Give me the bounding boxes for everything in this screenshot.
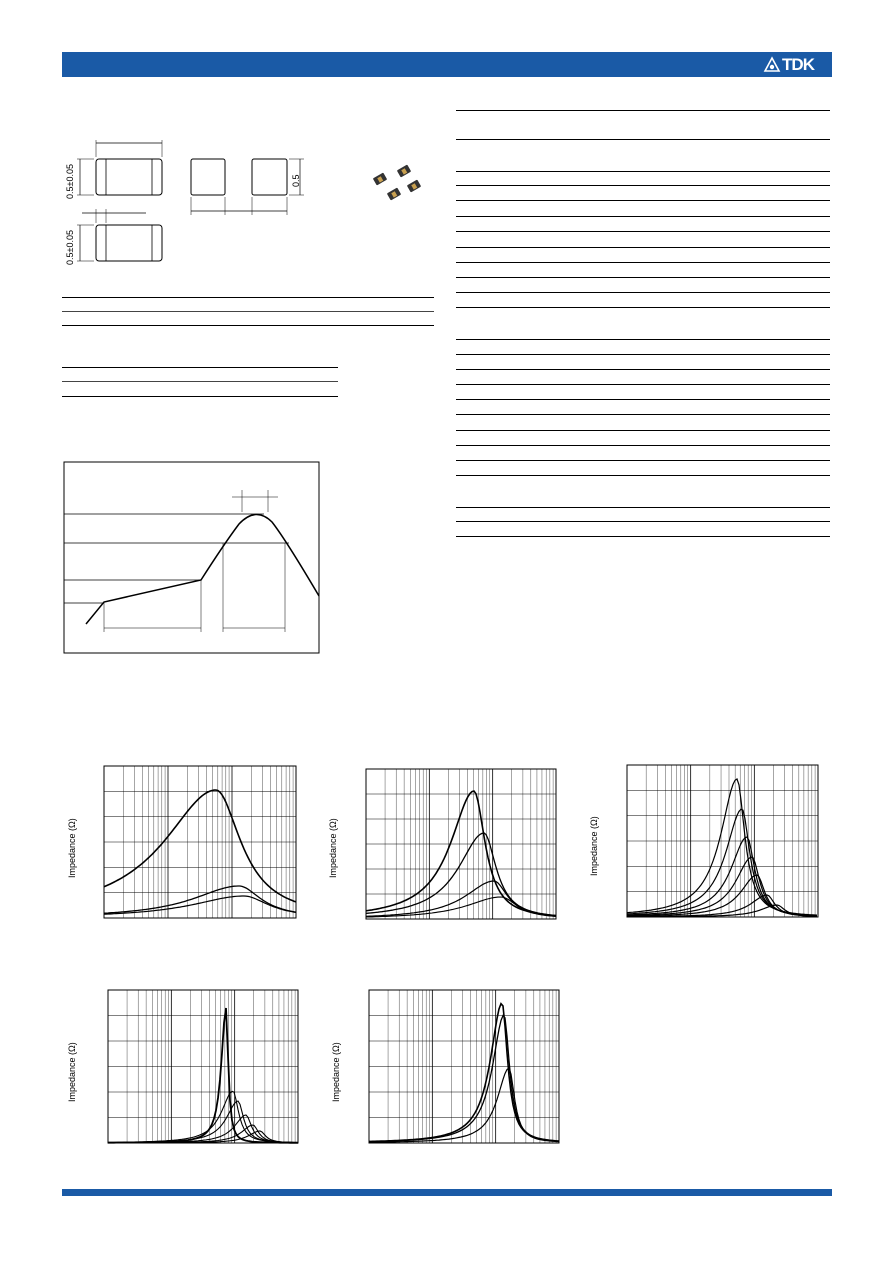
spec-table-rule [456, 354, 830, 355]
impedance-graph-3 [627, 765, 818, 917]
impedance-graph-5 [369, 990, 559, 1143]
spec-table-rule [456, 277, 830, 278]
graph-5-ylabel: Impedance (Ω) [331, 1042, 341, 1102]
spec-table-rule [456, 521, 830, 522]
reflow-profile-chart [64, 462, 320, 654]
tdk-logo-mark-icon [764, 57, 780, 73]
graph-3-ylabel: Impedance (Ω) [589, 816, 599, 876]
left-table-2-rule [62, 396, 338, 397]
spec-table-rule [456, 307, 830, 308]
graph-1-ylabel: Impedance (Ω) [67, 818, 77, 878]
header-bar [62, 52, 832, 77]
graph-2-ylabel: Impedance (Ω) [328, 818, 338, 878]
spec-table-rule [456, 110, 830, 111]
spec-table-rule [456, 292, 830, 293]
spec-table-rule [456, 369, 830, 370]
spec-table-rule [456, 171, 830, 172]
spec-table-rule [456, 216, 830, 217]
left-table-2-rule [62, 367, 338, 368]
left-table-2-rule [62, 381, 338, 382]
spec-table-rule [456, 185, 830, 186]
spec-table-rule [456, 414, 830, 415]
spec-table-rule [456, 231, 830, 232]
left-table-1-rule [62, 325, 434, 326]
side-dim: 0.5 [291, 174, 301, 187]
spec-table-rule [456, 475, 830, 476]
spec-table-rule [456, 507, 830, 508]
spec-table-rule [456, 430, 830, 431]
brand-label: TDK [782, 54, 814, 74]
left-table-1-rule [62, 297, 434, 298]
spec-table-rule [456, 139, 830, 140]
spec-table-rule [456, 200, 830, 201]
spec-table-rule [456, 536, 830, 537]
impedance-graph-4 [108, 990, 298, 1143]
spec-table-rule [456, 399, 830, 400]
tdk-logo [764, 55, 814, 74]
spec-table-rule [456, 247, 830, 248]
height-dim-a: 0.5±0.05 [65, 164, 75, 199]
impedance-graph-2 [366, 769, 556, 919]
chip-photo [373, 165, 421, 201]
height-dim-b: 0.5±0.05 [65, 230, 75, 265]
impedance-graph-1 [104, 766, 296, 918]
spec-table-rule [456, 262, 830, 263]
spec-table-rule [456, 339, 830, 340]
left-table-1-rule [62, 311, 434, 312]
spec-table-rule [456, 384, 830, 385]
dimension-drawing [60, 135, 440, 275]
spec-table-rule [456, 460, 830, 461]
spec-table-rule [456, 445, 830, 446]
footer-bar [62, 1189, 832, 1196]
graph-4-ylabel: Impedance (Ω) [67, 1042, 77, 1102]
